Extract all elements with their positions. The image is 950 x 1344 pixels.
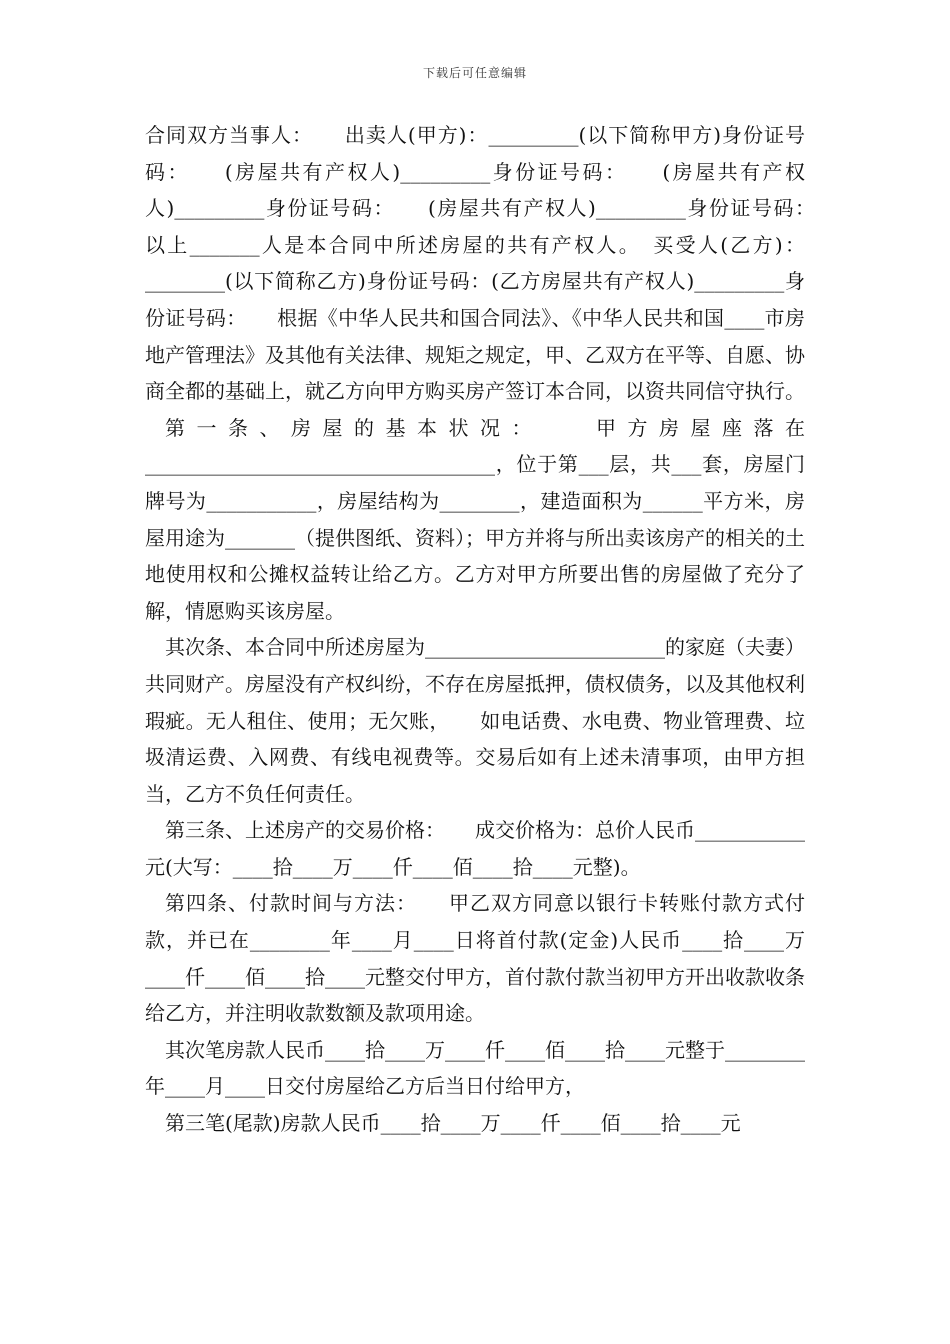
second-payment-paragraph: 其次笔房款人民币____拾____万____仟____佰____拾____元整于________年____月____日交付房屋给乙方后当日付给甲方， xyxy=(145,1037,805,1099)
article-3-transaction-price: 第三条、上述房产的交易价格： 成交价格为：总价人民币___________元(大写：____拾____万____仟____佰____拾____元整)。 xyxy=(145,818,805,879)
contract-parties-paragraph: 合同双方当事人： 出卖人(甲方)：_________(以下简称甲方)身份证号码： (房屋共有产权人)_________身份证号码： (房屋共有产权人)_________身份证号码： (房屋共有产权人)_________身份证号码： 以上_______人是本合同中所述房屋的共有产权人。 买受人(乙方)：________(以下简称乙方)身份证号码：(乙方房屋共有产权人)_________身份证号码： 根据《中华人民共和国合同法》、《中华人民共和国____市房地产管理法》及其他有关法律、规矩之规定，甲、乙双方在平等、自愿、协商全都的基础上，就乙方向甲方购买房产签订本合同，以资共同信守执行。 xyxy=(145,123,845,404)
article-1-property-status: 第一条、房屋的基本状况： 甲方房屋座落在___________________________________，位于第___层，共___套，房屋门牌号为___________，房屋结构为________，建造面积为______平方米，房屋用途为_______（提供图纸、资料）；甲方并将与所出卖该房产的相关的土地使用权和公摊权益转让给乙方。乙方对甲方所要出售的房屋做了充分了解，情愿购买该房屋。 xyxy=(145,415,805,623)
final-payment-paragraph: 第三笔(尾款)房款人民币____拾____万____仟____佰____拾____元 xyxy=(165,1111,741,1136)
article-4-payment-method: 第四条、付款时间与方法： 甲乙双方同意以银行卡转账付款方式付款，并已在________年____月____日将首付款(定金)人民币____拾____万____仟____佰____拾____元整交付甲方，首付款付款当初甲方开出收款收条给乙方，并注明收款数额及款项用途。 xyxy=(145,891,805,1026)
contract-body xyxy=(145,117,845,1142)
page-header-note: 下载后可任意编辑 xyxy=(422,66,527,80)
article-2-property-ownership: 其次条、本合同中所述房屋为________________________的家庭（夫妻）共同财产。房屋没有产权纠纷，不存在房屋抵押，债权债务，以及其他权利瑕疵。无人租住、使用；无欠账， 如电话费、水电费、物业管理费、垃圾清运费、入网费、有线电视费等。交易后如有上述未清事项，由甲方担当，乙方不负任何责任。 xyxy=(145,635,805,806)
